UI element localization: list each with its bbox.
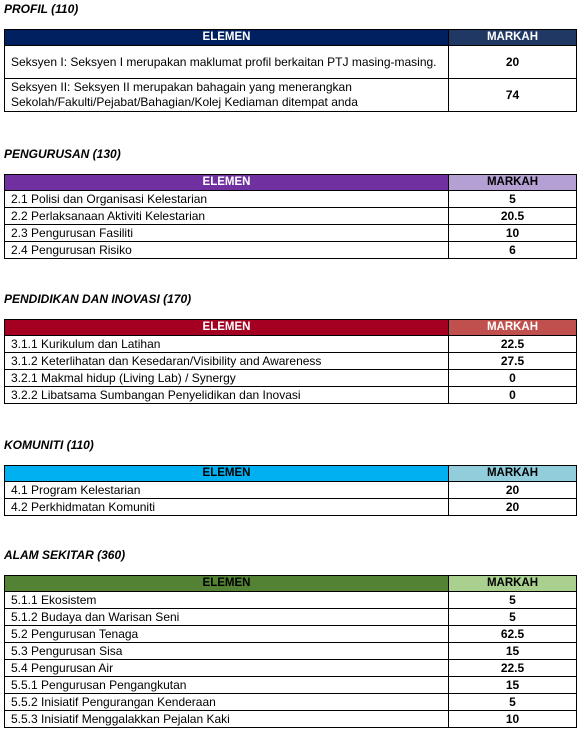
- score-table: [4, 174, 577, 259]
- element-cell: Seksyen I: Seksyen I merupakan maklumat profil berkaitan PTJ masing-masing.: [5, 46, 449, 79]
- score-cell: 6: [449, 242, 577, 259]
- element-cell: 2.3 Pengurusan Fasiliti: [5, 225, 449, 242]
- element-column-header: ELEMEN: [5, 320, 449, 336]
- score-cell: 74: [449, 79, 577, 112]
- element-cell: 5.1.1 Ekosistem: [5, 592, 449, 609]
- element-cell: 5.5.2 Inisiatif Pengurangan Kenderaan: [5, 694, 449, 711]
- element-cell: 3.2.1 Makmal hidup (Living Lab) / Synergy: [5, 370, 449, 387]
- table-row: [5, 370, 577, 387]
- score-cell: 5: [449, 191, 577, 208]
- table-row: [5, 643, 577, 660]
- score-table: [4, 465, 577, 516]
- score-column-header: MARKAH: [449, 30, 577, 46]
- table-row: [5, 609, 577, 626]
- element-cell: 4.1 Program Kelestarian: [5, 482, 449, 499]
- element-cell: 5.5.1 Pengurusan Pengangkutan: [5, 677, 449, 694]
- table-row: [5, 482, 577, 499]
- score-cell: 20: [449, 499, 577, 516]
- element-column-header: ELEMEN: [5, 175, 449, 191]
- section-title: PENGURUSAN (130): [4, 147, 121, 161]
- score-table: [4, 575, 577, 728]
- score-cell: 62.5: [449, 626, 577, 643]
- element-cell: 5.4 Pengurusan Air: [5, 660, 449, 677]
- score-column-header: MARKAH: [449, 320, 577, 336]
- score-cell: 20.5: [449, 208, 577, 225]
- table-row: [5, 336, 577, 353]
- table-row: [5, 711, 577, 728]
- section-title: ALAM SEKITAR (360): [4, 548, 126, 562]
- score-cell: 0: [449, 387, 577, 404]
- score-cell: 27.5: [449, 353, 577, 370]
- table-row: [5, 353, 577, 370]
- table-header-row: [5, 320, 577, 336]
- score-column-header: MARKAH: [449, 466, 577, 482]
- score-cell: 5: [449, 609, 577, 626]
- element-cell: 2.2 Perlaksanaan Aktiviti Kelestarian: [5, 208, 449, 225]
- score-cell: 10: [449, 711, 577, 728]
- table-header-row: [5, 576, 577, 592]
- table-row: [5, 677, 577, 694]
- score-cell: 10: [449, 225, 577, 242]
- element-cell: 5.5.3 Inisiatif Menggalakkan Pejalan Kaki: [5, 711, 449, 728]
- table-row: [5, 46, 577, 79]
- element-cell: 5.2 Pengurusan Tenaga: [5, 626, 449, 643]
- table-row: [5, 387, 577, 404]
- section-title: PENDIDIKAN DAN INOVASI (170): [4, 292, 192, 306]
- element-cell: 5.3 Pengurusan Sisa: [5, 643, 449, 660]
- element-cell: 3.2.2 Libatsama Sumbangan Penyelidikan dan Inovasi: [5, 387, 449, 404]
- score-cell: 15: [449, 643, 577, 660]
- score-column-header: MARKAH: [449, 175, 577, 191]
- score-column-header: MARKAH: [449, 576, 577, 592]
- score-cell: 15: [449, 677, 577, 694]
- element-cell: 5.1.2 Budaya dan Warisan Seni: [5, 609, 449, 626]
- table-row: [5, 242, 577, 259]
- table-header-row: [5, 175, 577, 191]
- score-cell: 22.5: [449, 660, 577, 677]
- table-row: [5, 694, 577, 711]
- table-row: [5, 626, 577, 643]
- element-cell: 3.1.1 Kurikulum dan Latihan: [5, 336, 449, 353]
- element-column-header: ELEMEN: [5, 576, 449, 592]
- element-cell: 2.4 Pengurusan Risiko: [5, 242, 449, 259]
- element-cell: 3.1.2 Keterlihatan dan Kesedaran/Visibility and Awareness: [5, 353, 449, 370]
- table-row: [5, 592, 577, 609]
- element-column-header: ELEMEN: [5, 466, 449, 482]
- score-cell: 5: [449, 592, 577, 609]
- table-header-row: [5, 466, 577, 482]
- section-title: KOMUNITI (110): [4, 438, 94, 452]
- element-column-header: ELEMEN: [5, 30, 449, 46]
- table-row: [5, 660, 577, 677]
- element-cell: 2.1 Polisi dan Organisasi Kelestarian: [5, 191, 449, 208]
- score-cell: 22.5: [449, 336, 577, 353]
- table-row: [5, 225, 577, 242]
- element-cell: Seksyen II: Seksyen II merupakan bahagain yang menerangkan Sekolah/Fakulti/Pejabat/Bahagian/Kolej Kediaman ditempat anda: [5, 79, 449, 112]
- section-title: PROFIL (110): [4, 2, 79, 16]
- score-table: [4, 29, 577, 112]
- score-cell: 20: [449, 482, 577, 499]
- score-cell: 20: [449, 46, 577, 79]
- score-table: [4, 319, 577, 404]
- table-header-row: [5, 30, 577, 46]
- table-row: [5, 208, 577, 225]
- score-cell: 0: [449, 370, 577, 387]
- element-cell: 4.2 Perkhidmatan Komuniti: [5, 499, 449, 516]
- table-row: [5, 79, 577, 112]
- table-row: [5, 499, 577, 516]
- table-row: [5, 191, 577, 208]
- score-cell: 5: [449, 694, 577, 711]
